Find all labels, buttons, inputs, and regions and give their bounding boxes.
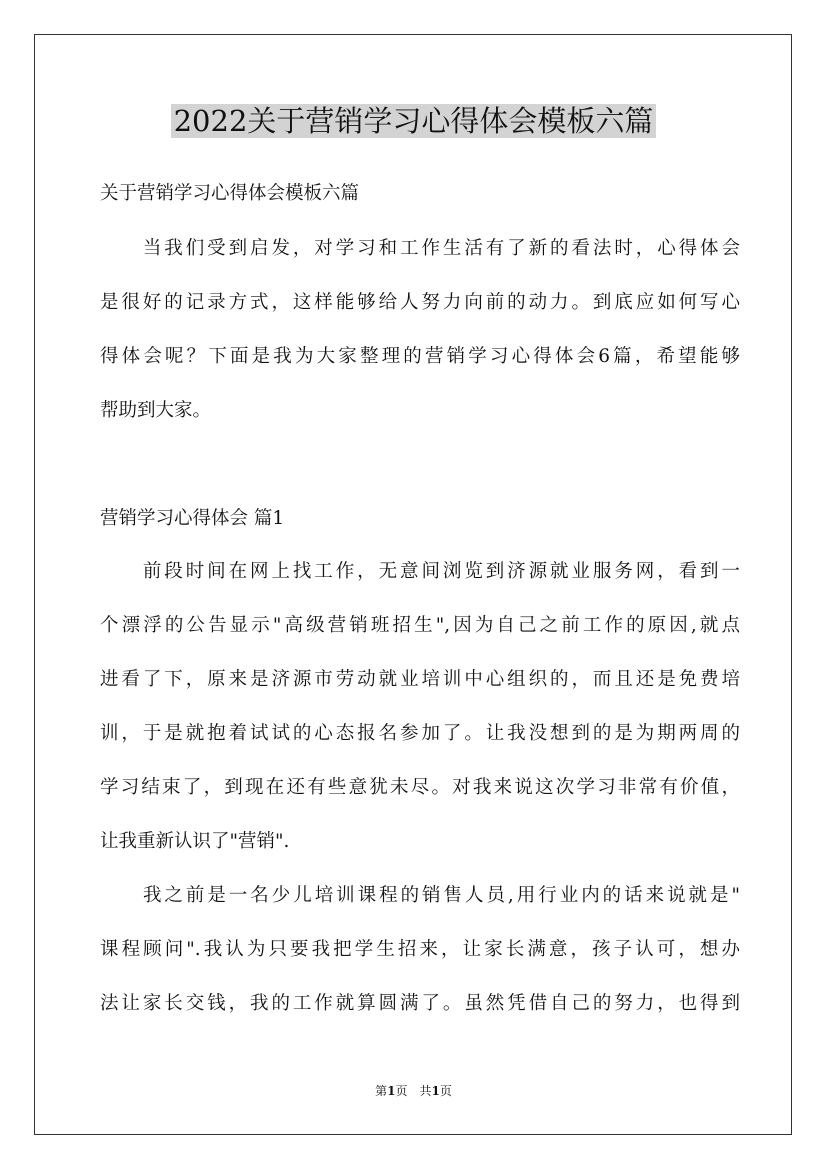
paragraph-line: 学习结束了，到现在还有些意犹未尽。对我来说这次学习非常有价值， [100, 777, 740, 798]
footer-prefix: 第 [375, 1084, 388, 1098]
paragraph-line: 个漂浮的公告显示"高级营销班招生",因为自己之前工作的原因,就点 [100, 615, 740, 636]
footer-total-pages: 1 [431, 1084, 440, 1098]
paragraph-line: 是很好的记录方式，这样能够给人努力向前的动力。到底应如何写心 [100, 292, 740, 313]
paragraph-line: 法让家长交钱，我的工作就算圆满了。虽然凭借自己的努力，也得到 [100, 993, 740, 1014]
footer-mid: 页 共 [395, 1084, 432, 1098]
paragraph-line: 帮助到大家。 [100, 400, 212, 421]
document-title-text: 2022关于营销学习心得体会模板六篇 [171, 104, 657, 138]
paragraph-line: 训，于是就抱着试试的心态报名参加了。让我没想到的是为期两周的 [100, 723, 740, 744]
footer-page-number: 1 [387, 1084, 396, 1098]
paragraph-line: 当我们受到启发，对学习和工作生活有了新的看法时，心得体会 [100, 238, 740, 259]
paragraph-line: 前段时间在网上找工作，无意间浏览到济源就业服务网，看到一 [100, 561, 740, 582]
paragraph-line: 课程顾问".我认为只要我把学生招来，让家长满意，孩子认可，想办 [100, 939, 740, 960]
paragraph-line: 让我重新认识了"营销". [100, 831, 290, 852]
footer-suffix: 页 [439, 1084, 452, 1098]
document-title [0, 98, 827, 144]
paragraph-line: 得体会呢？下面是我为大家整理的营销学习心得体会6篇，希望能够 [100, 346, 740, 367]
page-footer [0, 1082, 827, 1100]
section-heading: 营销学习心得体会 篇1 [100, 508, 285, 529]
document-subtitle: 关于营销学习心得体会模板六篇 [100, 183, 360, 204]
paragraph-line: 进看了下，原来是济源市劳动就业培训中心组织的，而且还是免费培 [100, 669, 740, 690]
paragraph-line: 我之前是一名少儿培训课程的销售人员,用行业内的话来说就是" [100, 885, 740, 906]
